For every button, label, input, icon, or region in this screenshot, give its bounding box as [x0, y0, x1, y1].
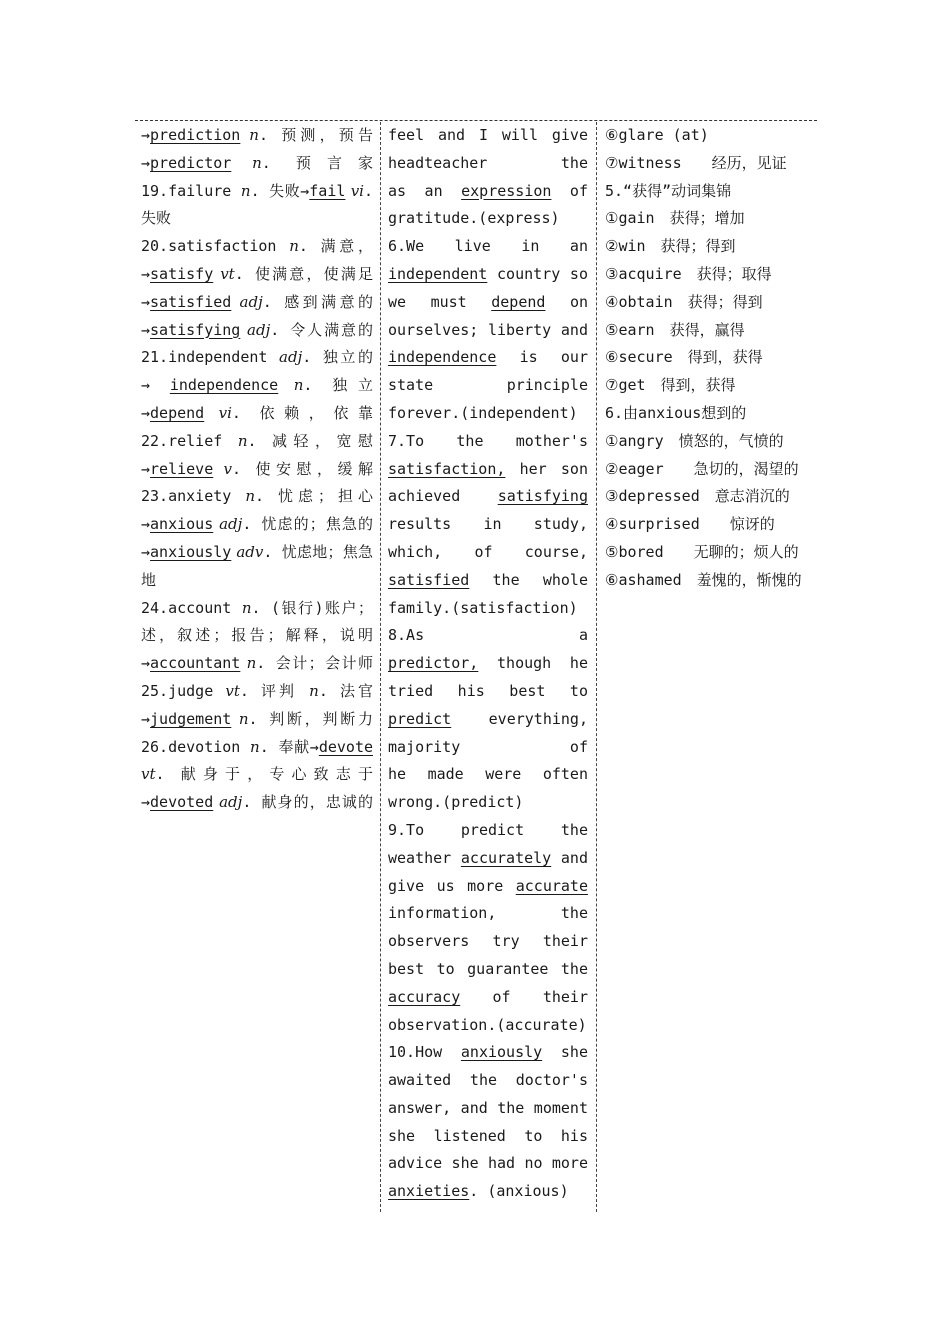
text-segment: . 评判 — [239, 681, 310, 700]
list-item: ⑤earn 获得，赢得 — [605, 320, 745, 339]
text-line — [388, 1012, 588, 1040]
part-of-speech: n — [231, 709, 249, 728]
text-segment: 23.anxiety — [141, 487, 246, 506]
text-segment: . 献身的，忠诚的 — [242, 793, 373, 812]
text-line — [388, 261, 588, 289]
text-segment: we must — [388, 292, 492, 311]
text-line — [388, 122, 588, 150]
text-segment: 20.satisfaction — [141, 237, 290, 256]
text-line — [141, 317, 373, 345]
part-of-speech: vi — [204, 403, 232, 422]
text-segment: ourselves; liberty and — [388, 320, 588, 339]
text-segment: . 依赖，依靠 — [231, 403, 373, 422]
part-of-speech: n — [278, 376, 304, 395]
text-segment: . 预测，预告 — [258, 126, 373, 144]
text-segment: 10.How — [388, 1043, 461, 1062]
text-line — [388, 511, 588, 539]
text-segment: answer, and the moment — [388, 1098, 588, 1117]
text-segment: . (anxious) — [469, 1182, 569, 1201]
text-segment: information, the — [388, 904, 588, 923]
text-line — [388, 1039, 588, 1067]
text-segment: gratitude.(express) — [388, 209, 560, 228]
text-line — [141, 706, 373, 734]
text-line — [141, 678, 373, 706]
text-segment: → — [141, 515, 151, 534]
text-segment: observation.(accurate) — [388, 1015, 587, 1034]
part-of-speech: n — [240, 654, 257, 673]
text-segment: . 忧虑；担心 — [255, 487, 373, 506]
text-segment: . 令人满意的 — [270, 320, 373, 339]
text-segment: 22.relief — [141, 431, 238, 450]
text-segment: forever.(independent) — [388, 403, 578, 422]
text-segment: 21.independent — [141, 348, 280, 367]
list-item: ⑤bored 无聊的；烦人的 — [605, 542, 799, 561]
text-line — [388, 845, 588, 873]
text-line — [388, 761, 588, 789]
text-segment: of — [551, 181, 588, 200]
text-line — [141, 789, 373, 817]
part-of-speech: vt — [141, 765, 156, 784]
text-segment: the whole — [469, 570, 588, 589]
list-item: ③acquire 获得；取得 — [605, 264, 772, 283]
text-line — [141, 456, 373, 484]
text-line — [388, 817, 588, 845]
column-divider-1 — [380, 122, 381, 1212]
part-of-speech: n — [237, 431, 248, 450]
part-of-speech: adj — [279, 348, 303, 367]
answer-word: prediction — [150, 126, 241, 144]
list-item: ⑥ashamed 羞愧的，惭愧的 — [605, 570, 802, 589]
text-line — [141, 344, 373, 372]
list-item: ⑦get 得到，获得 — [605, 376, 736, 395]
answer-word: satisfied — [150, 292, 232, 311]
text-segment: → — [141, 292, 151, 311]
text-line — [388, 706, 588, 734]
text-line — [388, 873, 588, 901]
top-dashed-rule — [135, 120, 817, 121]
column-2 — [388, 122, 588, 1206]
answer-word: judgement — [150, 709, 232, 728]
answer-word: independence — [169, 376, 279, 395]
text-segment: → — [141, 542, 151, 561]
text-line — [141, 122, 373, 150]
text-segment: wrong.(predict) — [388, 793, 524, 812]
answer-word: depend — [491, 292, 546, 311]
text-segment: . (银行)账户； — [251, 598, 373, 617]
answer-word: accurately — [460, 848, 552, 867]
list-item: ②win 获得；得到 — [605, 237, 736, 256]
answer-word: devote — [318, 737, 373, 756]
text-segment: → — [141, 793, 151, 812]
answer-word: expression — [461, 181, 552, 200]
list-item: ⑦witness 经历，见证 — [605, 153, 787, 172]
answer-word: satisfying — [497, 487, 588, 506]
list-item: ①gain 获得；增加 — [605, 209, 745, 228]
part-of-speech: adj — [231, 292, 263, 311]
column-divider-2 — [596, 122, 597, 1212]
text-segment: . 失败→ — [250, 181, 310, 200]
text-segment: headteacher the — [388, 153, 588, 172]
text-line — [388, 650, 588, 678]
list-item: ⑥secure 得到，获得 — [605, 348, 763, 367]
text-segment: → — [141, 153, 151, 172]
list-item: ②eager 急切的，渴望的 — [605, 459, 799, 478]
part-of-speech: adj — [213, 515, 243, 534]
answer-word: depend — [150, 403, 205, 422]
text-line — [141, 150, 373, 178]
text-segment: . 法官 — [318, 681, 373, 700]
text-segment: 6.We live in an — [388, 237, 588, 256]
text-segment: her son — [505, 459, 588, 478]
text-segment: . 忧虑地；焦急 — [263, 542, 373, 561]
text-segment: best to guarantee the — [388, 959, 588, 978]
text-segment: tried his best to — [388, 681, 588, 700]
text-segment: 25.judge — [141, 681, 226, 700]
text-segment: . 忧虑的；焦急的 — [242, 515, 373, 534]
text-line — [388, 595, 588, 623]
text-segment: weather — [388, 848, 461, 867]
text-line — [388, 372, 588, 400]
part-of-speech: vt — [225, 681, 240, 700]
text-segment: → — [141, 126, 151, 144]
text-segment: 8.As a — [388, 626, 588, 645]
text-segment: 26.devotion — [141, 737, 251, 756]
text-segment: . 减轻，宽慰 — [247, 431, 373, 450]
text-line — [141, 289, 373, 317]
part-of-speech: n — [231, 153, 262, 172]
answer-word: independence — [388, 348, 497, 367]
text-segment: is our — [496, 348, 588, 367]
part-of-speech: v — [213, 459, 232, 478]
list-item: ④obtain 获得；得到 — [605, 292, 763, 311]
text-segment: . 满意， — [298, 237, 373, 256]
list-item: 5.“获得”动词集锦 — [605, 181, 732, 200]
text-segment: . 独立的 — [302, 348, 373, 367]
text-line — [388, 483, 588, 511]
text-segment: country so — [487, 264, 588, 283]
answer-word: relieve — [150, 459, 214, 478]
text-line — [141, 539, 373, 567]
text-line — [141, 400, 373, 428]
answer-word: anxiously — [460, 1043, 543, 1062]
text-segment: on — [545, 292, 588, 311]
text-segment: give us more — [388, 876, 516, 895]
part-of-speech: n — [245, 487, 255, 506]
text-segment: . 使安慰，缓解 — [231, 459, 373, 478]
text-line — [388, 289, 588, 317]
text-line — [141, 734, 373, 762]
text-line — [388, 900, 588, 928]
answer-word: satisfying — [150, 320, 241, 339]
list-item: ①angry 愤怒的，气愤的 — [605, 431, 784, 450]
text-segment: . — [363, 181, 373, 200]
answer-word: independent — [388, 264, 488, 283]
text-line — [141, 261, 373, 289]
answer-word: accountant — [150, 654, 241, 673]
text-segment: → — [141, 654, 151, 673]
text-line — [141, 372, 373, 400]
part-of-speech: n — [250, 737, 260, 756]
text-segment: everything, — [488, 709, 588, 728]
text-line — [141, 205, 373, 233]
text-segment: → — [141, 459, 151, 478]
text-line — [388, 789, 588, 817]
text-line — [388, 150, 588, 178]
text-segment: which, of course, — [388, 542, 588, 561]
text-segment: he made were often — [388, 765, 588, 784]
text-segment: 19.failure — [141, 181, 241, 200]
text-line — [388, 622, 588, 650]
text-segment: . 献身于，专心致志于 — [155, 765, 373, 784]
part-of-speech: vi — [345, 181, 364, 200]
text-line — [388, 678, 588, 706]
text-segment: achieved — [388, 487, 498, 506]
part-of-speech: n — [289, 237, 299, 256]
answer-word: predictor — [150, 153, 232, 172]
text-segment: → — [141, 376, 170, 395]
text-segment: feel and I will give — [388, 126, 588, 144]
text-segment: . 独立 — [303, 376, 373, 395]
text-segment: 地 — [141, 570, 157, 589]
text-line — [141, 511, 373, 539]
text-line — [388, 233, 588, 261]
text-line — [141, 428, 373, 456]
text-line — [388, 1178, 588, 1206]
answer-word: anxiously — [150, 542, 232, 561]
text-line — [388, 400, 588, 428]
part-of-speech: adv — [231, 542, 264, 561]
text-segment: advice she had no more — [388, 1154, 588, 1173]
text-line — [388, 428, 588, 456]
text-segment: → — [141, 320, 151, 339]
text-segment: as an — [388, 181, 462, 200]
answer-word: predictor, — [388, 654, 479, 673]
text-line — [388, 928, 588, 956]
text-line — [388, 1067, 588, 1095]
text-line — [388, 539, 588, 567]
text-segment: . 预言家 — [261, 153, 373, 172]
text-segment: . 奉献→ — [259, 737, 319, 756]
text-segment: awaited the doctor's — [388, 1071, 588, 1090]
part-of-speech: n — [241, 598, 252, 617]
text-line — [388, 456, 588, 484]
answer-word: accurate — [515, 876, 588, 895]
list-item: ③depressed 意志消沉的 — [605, 487, 790, 506]
text-segment: though he — [478, 654, 588, 673]
answer-word: anxious — [150, 515, 214, 534]
text-line — [141, 622, 373, 650]
text-segment: observers try their — [388, 932, 588, 951]
text-line — [141, 567, 373, 595]
text-line — [388, 734, 588, 762]
list-item: ④surprised 惊讶的 — [605, 515, 775, 534]
text-line — [388, 984, 588, 1012]
text-segment: results in study, — [388, 515, 588, 534]
answer-word: accuracy — [388, 987, 461, 1006]
answer-word: satisfied — [388, 570, 470, 589]
text-segment: state principle — [388, 376, 588, 395]
text-segment: → — [141, 403, 151, 422]
text-segment: majority of — [388, 737, 588, 756]
text-line — [388, 567, 588, 595]
column-1 — [141, 122, 373, 817]
text-segment: 24.account — [141, 598, 242, 617]
text-line — [388, 344, 588, 372]
text-line — [141, 178, 373, 206]
text-segment: . 感到满意的 — [262, 292, 373, 311]
answer-word: fail — [309, 181, 346, 200]
text-line — [141, 650, 373, 678]
part-of-speech: adj — [213, 793, 243, 812]
list-item: 6.由anxious想到的 — [605, 403, 747, 422]
text-segment: . 判断，判断力 — [248, 709, 373, 728]
part-of-speech: vt — [213, 264, 235, 283]
text-line — [141, 595, 373, 623]
text-segment: 9.To predict the — [388, 820, 588, 839]
text-segment: → — [141, 709, 151, 728]
text-segment: → — [141, 264, 151, 283]
part-of-speech: n — [240, 181, 251, 200]
answer-word: satisfy — [150, 264, 214, 283]
text-line — [141, 761, 373, 789]
text-line — [388, 956, 588, 984]
text-line — [388, 317, 588, 345]
text-line — [388, 178, 588, 206]
text-segment: family.(satisfaction) — [388, 598, 578, 617]
answer-word: predict — [388, 709, 452, 728]
text-segment: and — [551, 848, 588, 867]
text-line — [388, 1150, 588, 1178]
text-segment: she listened to his — [388, 1126, 588, 1145]
text-segment: . 会计；会计师 — [256, 654, 373, 673]
text-segment: 失败 — [141, 209, 172, 228]
text-segment: . 使满意，使满足 — [234, 264, 373, 283]
part-of-speech: adj — [240, 320, 271, 339]
text-line — [388, 205, 588, 233]
text-segment: 述，叙述；报告；解释，说明 — [141, 626, 373, 645]
text-line — [141, 233, 373, 261]
text-segment: she — [542, 1043, 588, 1062]
list-item: ⑥glare (at) — [605, 126, 709, 144]
answer-word: satisfaction, — [388, 459, 506, 478]
text-line — [388, 1123, 588, 1151]
text-segment: of their — [460, 987, 588, 1006]
part-of-speech: n — [309, 681, 319, 700]
text-line — [141, 483, 373, 511]
text-segment: 7.To the mother's — [388, 431, 588, 450]
answer-word: devoted — [150, 793, 214, 812]
answer-word: anxieties — [388, 1182, 470, 1201]
part-of-speech: n — [240, 126, 259, 144]
text-line — [388, 1095, 588, 1123]
column-3 — [605, 122, 817, 595]
